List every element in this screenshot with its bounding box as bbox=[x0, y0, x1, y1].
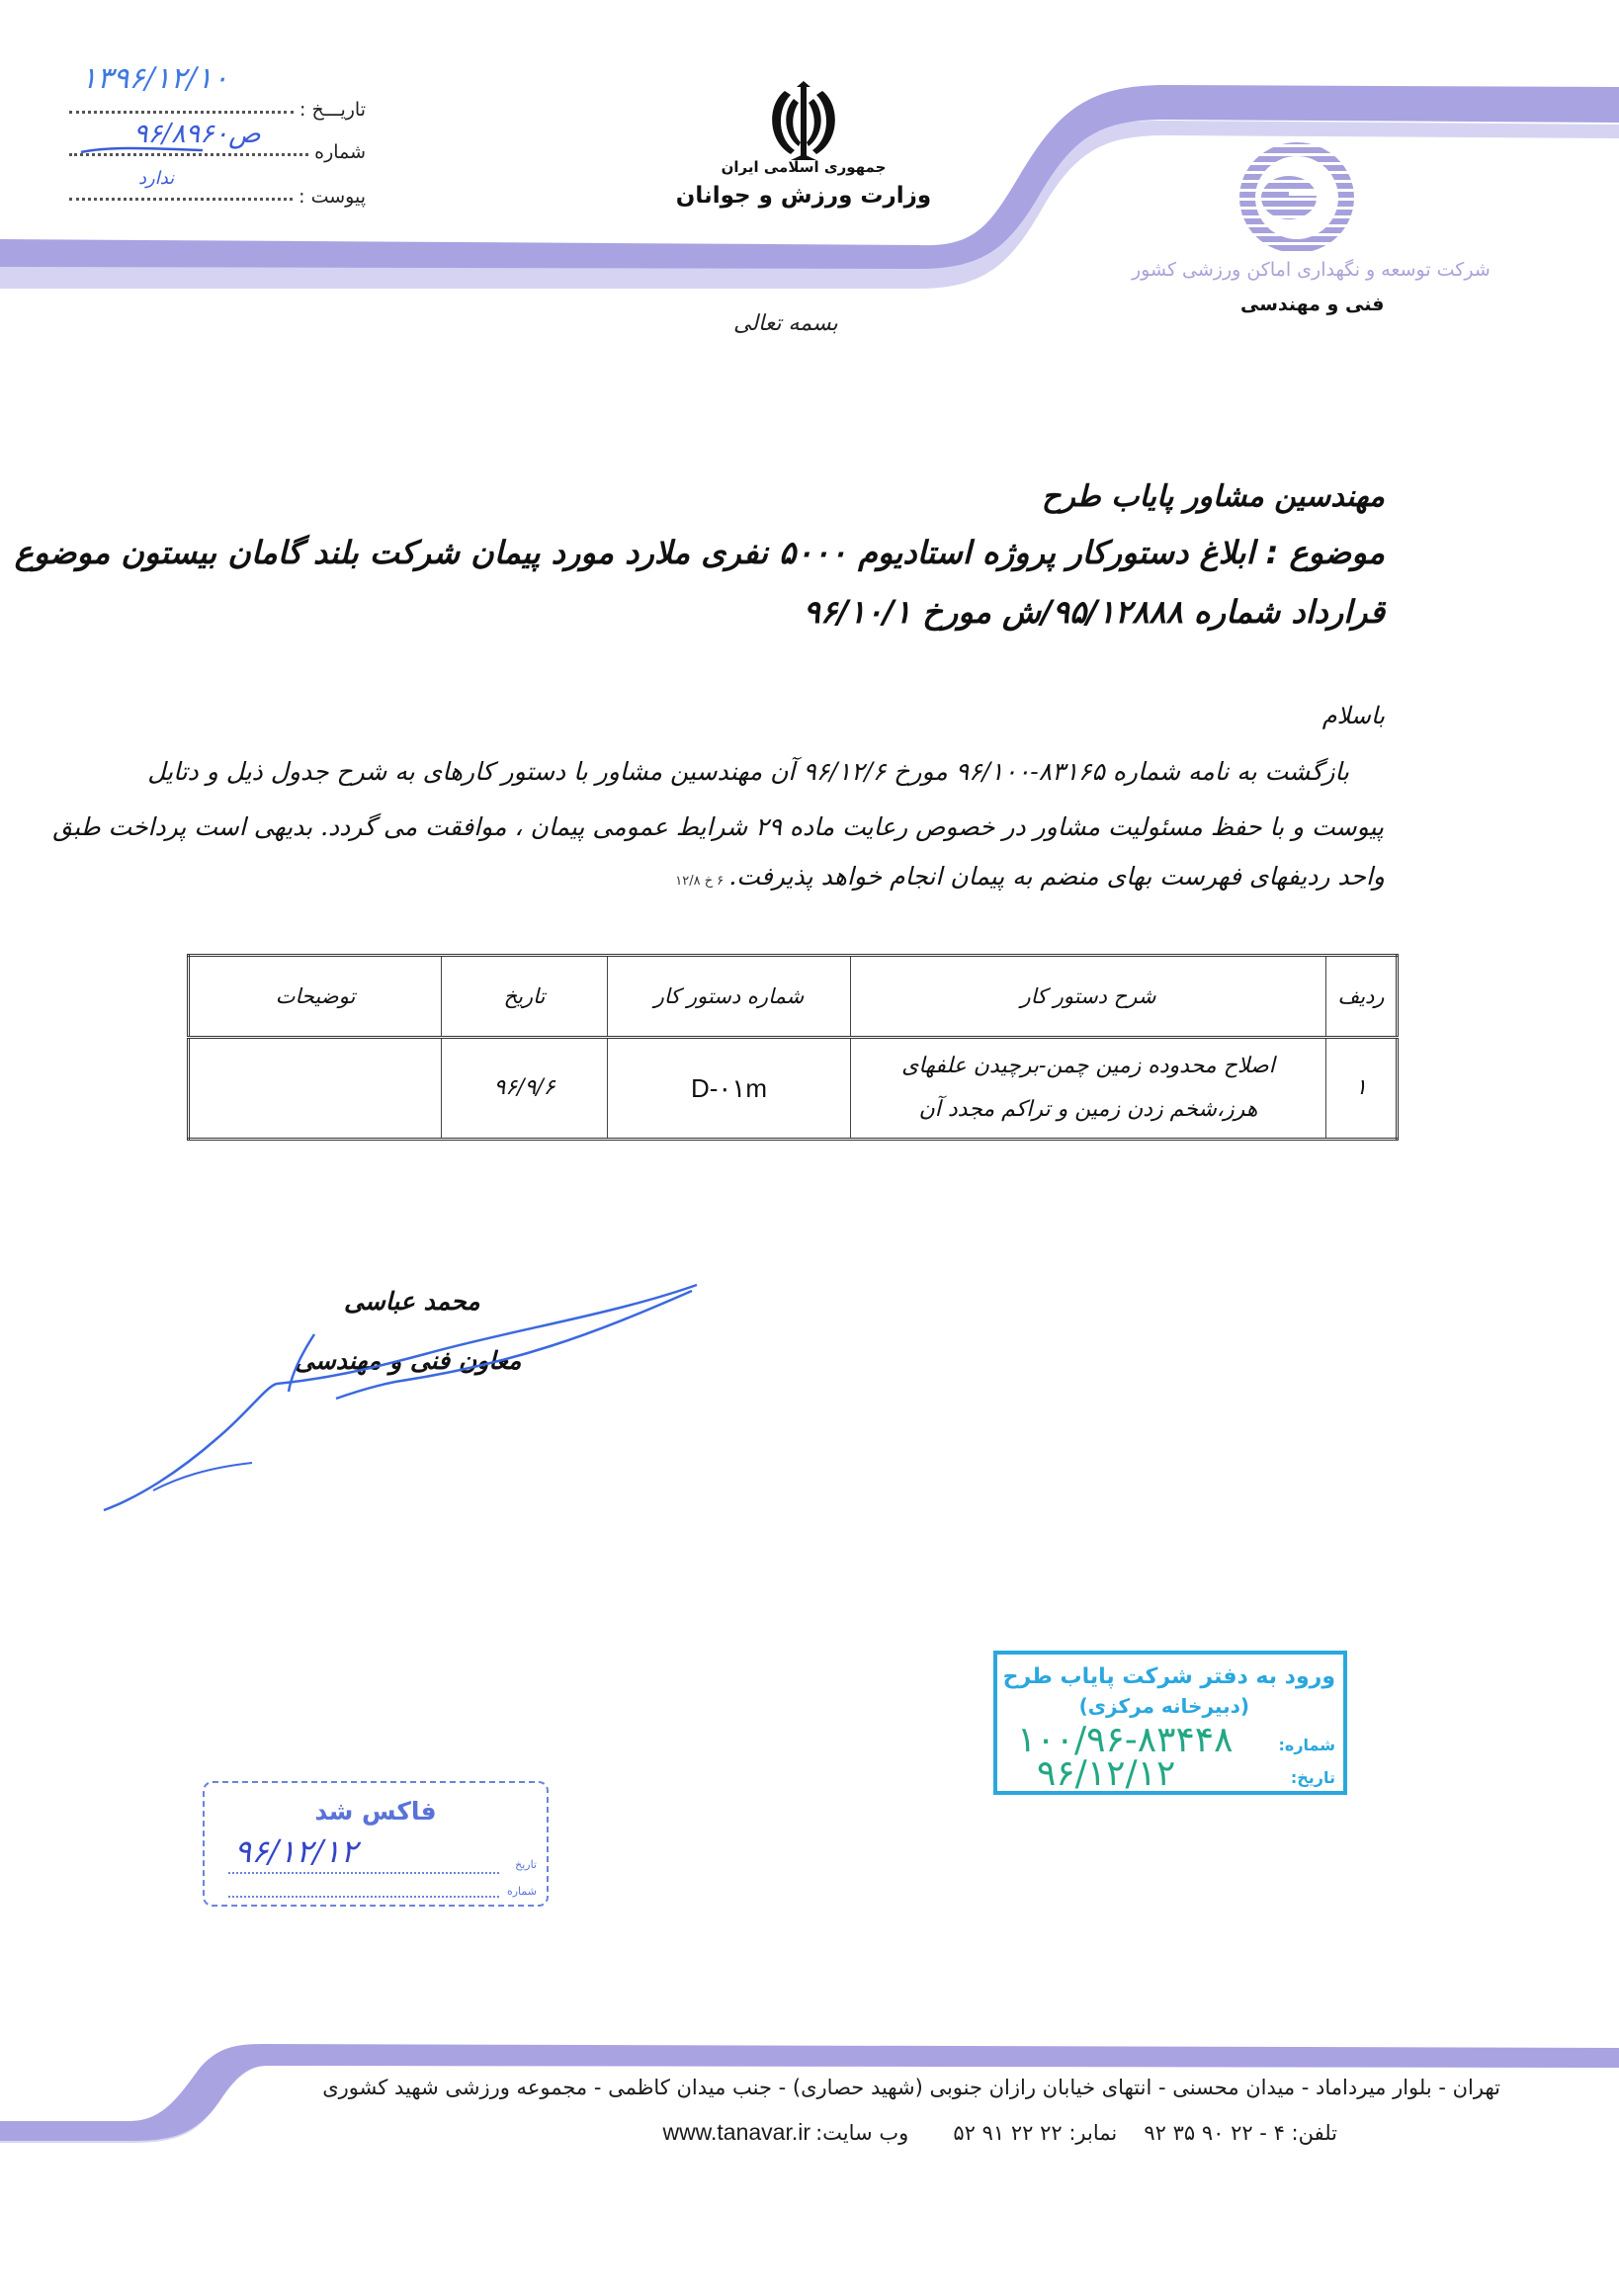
body-line-3-wrap bbox=[675, 862, 1385, 891]
attachment-value: ندارد bbox=[138, 168, 175, 189]
fax-date-value: ۹۶/۱۲/۱۲ bbox=[234, 1832, 358, 1870]
signatory-title: معاون فنی و مهندسی bbox=[295, 1346, 522, 1375]
fax-number-label: شماره bbox=[506, 1885, 537, 1898]
received-date-value: ۹۶/۱۲/۱۲ bbox=[1037, 1753, 1176, 1794]
header-row-no: ردیف bbox=[1326, 956, 1398, 1038]
work-order-table bbox=[187, 954, 1399, 1141]
date-label: تاریـــخ : bbox=[299, 99, 366, 121]
footer-fax: نمابر: ۲۲ ۲۲ ۹۱ ۵۲ bbox=[953, 2121, 1118, 2145]
company-name: شرکت توسعه و نگهداری اماکن ورزشی کشور bbox=[1132, 259, 1491, 281]
body-handwritten-note: ۶ خ ۱۲/۸ bbox=[675, 874, 724, 889]
received-stamp bbox=[993, 1651, 1347, 1795]
body-line-1: بازگشت به نامه شماره ۸۳۱۶۵-۹۶/۱۰۰ مورخ ۹۶/۱۲/۶ آن مهندسین مشاور با دستور کارهای به شرح جدول ذیل و دتایل bbox=[147, 757, 1349, 786]
cell-row-no: ۱ bbox=[1326, 1038, 1398, 1140]
body-line-3: واحد ردیفهای فهرست بهای منضم به پیمان انجام خواهد پذیرفت. bbox=[728, 862, 1385, 891]
subject-line-2: قرارداد شماره ۹۵/۱۲۸۸۸/ش مورخ ۹۶/۱۰/۱ bbox=[803, 593, 1385, 631]
number-value: ۹۶/۸۹۶۰ص bbox=[133, 119, 261, 149]
recipient: مهندسین مشاور پایاب طرح bbox=[1041, 479, 1385, 514]
country-name: جمهوری اسلامی ایران bbox=[721, 158, 887, 176]
meta-attachment-row bbox=[69, 168, 366, 208]
cell-notes bbox=[189, 1038, 442, 1140]
company-oval-logo-icon bbox=[1236, 138, 1359, 257]
received-stamp-line2: (دبیرخانه مرکزی) bbox=[1078, 1694, 1249, 1718]
fax-date-dots bbox=[228, 1872, 499, 1874]
number-underline-stroke bbox=[79, 138, 208, 168]
date-value: ۱۳۹۶/۱۲/۱۰ bbox=[81, 61, 229, 96]
body-line-2: پیوست و با حفظ مسئولیت مشاور در خصوص رعایت ماده ۲۹ شرایط عمومی پیمان ، موافقت می گردد. بدیهی است پرداخت طبق bbox=[52, 812, 1384, 841]
fax-stamp-title: فاکس شد bbox=[314, 1797, 437, 1826]
footer-address: تهران - بلوار میرداماد - میدان محسنی - انتهای خیابان رازان جنوبی (شهید حصاری) - جنب میدان کاظمی - مجموعه ورزشی شهید کشوری bbox=[322, 2076, 1500, 2099]
ministry-name: وزارت ورزش و جوانان bbox=[675, 183, 932, 209]
received-number-label: شماره: bbox=[1278, 1736, 1335, 1754]
header-order-no: شماره دستور کار bbox=[608, 956, 851, 1038]
subject-line-1: موضوع : ابلاغ دستورکار پروژه استادیوم ۵۰۰۰ نفری ملارد مورد پیمان شرکت بلند گامان بیستون موضوع bbox=[14, 534, 1385, 571]
fax-stamp bbox=[203, 1781, 549, 1907]
received-stamp-line1: ورود به دفتر شرکت پایاب طرح bbox=[1002, 1664, 1335, 1689]
date-dotted-line bbox=[69, 109, 294, 114]
attachment-label: پیوست : bbox=[298, 186, 366, 208]
fax-date-label: تاریخ bbox=[515, 1858, 537, 1871]
table-row bbox=[189, 1038, 1398, 1140]
cell-description: اصلاح محدوده زمین چمن-برچیدن علفهای هرز،شخم زدن زمین و تراکم مجدد آن bbox=[851, 1038, 1326, 1140]
signatory-name: محمد عباسی bbox=[344, 1287, 480, 1316]
fax-number-dots bbox=[228, 1896, 499, 1898]
header-date: تاریخ bbox=[442, 956, 608, 1038]
iran-emblem-icon bbox=[761, 77, 846, 168]
attachment-dotted-line bbox=[69, 196, 293, 201]
number-label: شماره bbox=[314, 141, 366, 163]
table-header-row bbox=[189, 956, 1398, 1038]
cell-date: ۹۶/۹/۶ bbox=[442, 1038, 608, 1140]
greeting: باسلام bbox=[1321, 702, 1385, 729]
handwritten-signature bbox=[99, 1275, 731, 1522]
footer-phone: تلفن: ۴ - ۲۲ ۹۰ ۳۵ ۹۲ bbox=[1144, 2121, 1337, 2145]
received-number-value: ۱۰۰/۹۶-۸۳۴۴۸ bbox=[1017, 1720, 1234, 1760]
header-description: شرح دستور کار bbox=[851, 956, 1326, 1038]
cell-order-no: D-۰۱m bbox=[608, 1038, 851, 1140]
received-date-label: تاریخ: bbox=[1290, 1768, 1335, 1787]
header-notes: توضیحات bbox=[189, 956, 442, 1038]
department-name: فنی و مهندسی bbox=[1240, 294, 1385, 315]
invocation-text: بسمه تعالی bbox=[733, 311, 838, 336]
footer-website-label: وب سایت: bbox=[815, 2121, 909, 2145]
footer-website-link[interactable]: www.tanavar.ir bbox=[662, 2119, 811, 2145]
footer-contact bbox=[662, 2119, 1337, 2146]
